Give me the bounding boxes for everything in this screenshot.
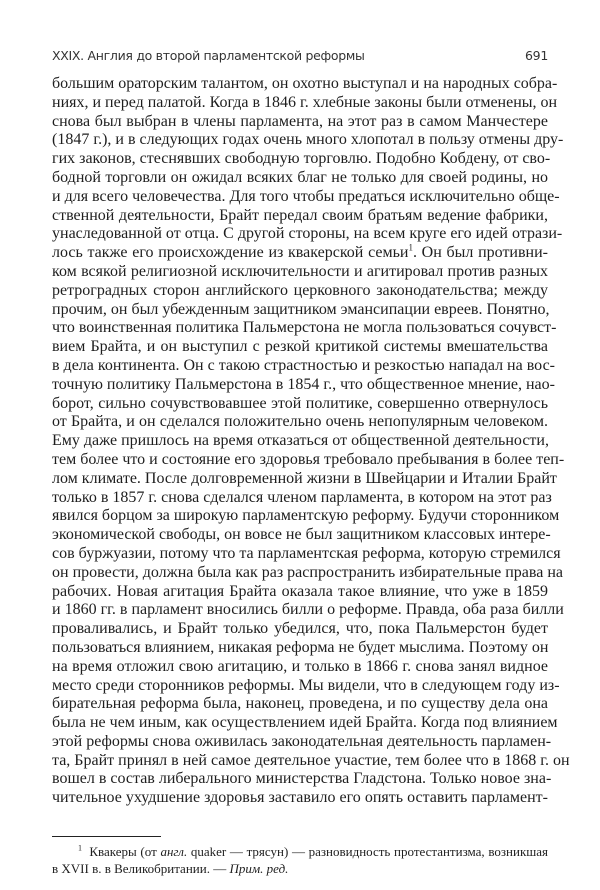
chapter-title: XXIX. Англия до второй парламентской реформы bbox=[52, 48, 365, 63]
text-line: в дела континента. Он с такою страстностью и резкостью нападал на вос- bbox=[52, 356, 555, 374]
text-line: этой реформы снова оживилась законодательная деятельность парламен- bbox=[52, 732, 552, 750]
footnote-italic: англ. bbox=[160, 844, 188, 859]
text-line: ком всякой религиозной исключительности и агитировал против разных bbox=[52, 262, 548, 280]
text-line: тем более что и состояние его здоровья требовало пребывания в более теп- bbox=[52, 450, 565, 468]
text-line: гих законов, стеснявших свободную торговлю. Подобно Кобдену, от сво- bbox=[52, 150, 551, 168]
footnote-line bbox=[52, 843, 548, 860]
text-line: ретроградных сторон английского церковного законодательства; между bbox=[52, 281, 548, 299]
text-line: явился борцом за широкую парламентскую реформу. Будучи сторонником bbox=[52, 507, 560, 525]
body-text bbox=[52, 75, 570, 808]
text-line: (1847 г.), и в следующих годах очень много хлопотал в пользу отмены дру- bbox=[52, 131, 564, 149]
text-line: от Брайта, и он сделался положительно очень непопулярным человеком. bbox=[52, 413, 548, 431]
text-line: проваливались, и Брайт только убедился, что, пока Пальмерстон будет bbox=[52, 620, 548, 638]
text-line: лом климате. После долговременной жизни в Швейцарии и Италии Брайт bbox=[52, 469, 557, 487]
text-line: Ему даже пришлось на время отказаться от общественной деятельности, bbox=[52, 432, 549, 450]
footnote-text: в XVII в. в Великобритании. — bbox=[52, 861, 230, 876]
text-line: ственной деятельности, Брайт передал своим братьям ведение фабрики, bbox=[52, 206, 548, 224]
text-line: и 1860 гг. в парламент вносились билли о реформе. Правда, оба раза билли bbox=[52, 601, 564, 619]
footnote bbox=[52, 843, 548, 877]
text-line: вошел в состав либерального министерства Гладстона. Только новое зна- bbox=[52, 770, 552, 788]
page-number: 691 bbox=[525, 48, 548, 63]
footnote-reference[interactable]: 1 bbox=[408, 242, 413, 253]
text-line: ниях, и перед палатой. Когда в 1846 г. хлебные законы были отменены, он bbox=[52, 93, 558, 111]
footnote-divider bbox=[52, 836, 161, 837]
text-line: большим ораторским талантом, он охотно выступал и на народных собра- bbox=[52, 75, 558, 92]
footnote-line bbox=[52, 860, 548, 877]
footnote-text: Квакеры (от bbox=[89, 844, 161, 859]
text-line: прочим, он был убежденным защитником эмансипации евреев. Понятно, bbox=[52, 300, 550, 318]
text-line: рабочих. Новая агитация Брайта оказала такое влияние, что уже в 1859 bbox=[52, 582, 548, 600]
running-header bbox=[52, 48, 548, 66]
text-line: точную политику Пальмерстона в 1854 г., что общественное мнение, нао- bbox=[52, 375, 555, 393]
text-line: что воинственная политика Пальмерстона не могла пользоваться сочувст- bbox=[52, 319, 557, 337]
text-span: . Он был противни- bbox=[412, 244, 549, 262]
text-line: бодной торговли он ожидал всяких благ не только для своей родины, но bbox=[52, 168, 548, 186]
text-line: на время отложил свою агитацию, и только в 1866 г. снова занял видное bbox=[52, 657, 548, 675]
text-line: экономической свободы, он вовсе не был защитником классовых интере- bbox=[52, 526, 551, 544]
footnote-italic: Прим. ред. bbox=[229, 861, 289, 876]
text-line bbox=[52, 244, 548, 263]
text-span: лось также его происхождение из квакерской семьи bbox=[52, 244, 409, 262]
text-line: была не чем иным, как осуществлением идей Брайта. Когда под влиянием bbox=[52, 714, 558, 732]
text-line: борот, сильно сочувствовавшее этой политике, совершенно отвернулось bbox=[52, 394, 548, 412]
text-line: бирательная реформа была, наконец, проведена, и по существу дела она bbox=[52, 695, 548, 713]
text-line: и для всего человечества. Для того чтобы предаться исключительно обще- bbox=[52, 187, 560, 205]
text-line: унаследованной от отца. С другой стороны, на всем круге его идей отрази- bbox=[52, 225, 563, 243]
text-line: только в 1857 г. снова сделался членом парламента, в котором на этот раз bbox=[52, 488, 552, 506]
text-line: он провести, должна была как раз распространить избирательные права на bbox=[52, 563, 563, 581]
text-line: пользоваться влиянием, никакая реформа не будет мыслима. Поэтому он bbox=[52, 638, 549, 656]
text-line: чительное ухудшение здоровья заставило его опять оставить парламент- bbox=[52, 789, 548, 807]
text-line: место среди сторонников реформы. Мы видели, что в следующем году из- bbox=[52, 676, 560, 694]
footnote-text: quaker — трясун) — разновидность протестантизма, возникшая bbox=[187, 844, 549, 859]
footnote-marker: 1 bbox=[78, 843, 82, 853]
text-line: снова был выбран в члены парламента, на этот раз в самом Манчестере bbox=[52, 112, 548, 130]
text-line: сов буржуазии, потому что та парламентская реформа, которую стремился bbox=[52, 544, 561, 562]
text-line: вием Брайта, и он выступил с резкой критикой системы вмешательства bbox=[52, 338, 548, 356]
text-line: та, Брайт принял в ней самое деятельное участие, тем более что в 1868 г. он bbox=[52, 751, 570, 769]
